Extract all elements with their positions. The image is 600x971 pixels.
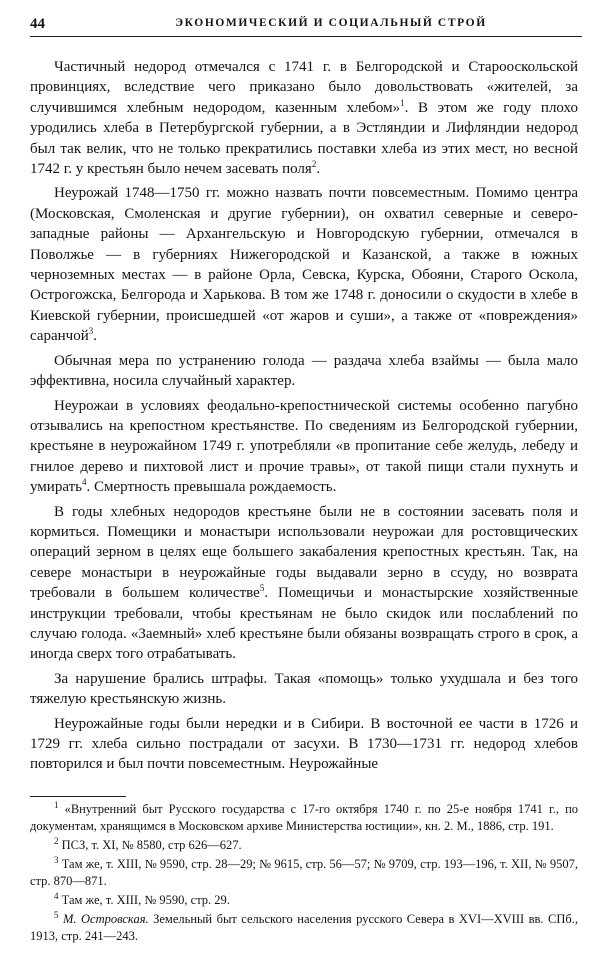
footnote-2: $^2$ ПСЗ, т. XI, № 8580, стр 626—627.: [54, 835, 242, 852]
footnote-5: $^5$ М. Островская. Земельный быт сельского населения русского Севера в XVI—XVIII вв. СПб., 1913, стр. 241—243.: [30, 909, 579, 943]
footnote-4: $^4$ Там же, т. XIII, № 9590, стр. 29.: [54, 890, 230, 907]
footnote-3: $^3$ Там же, т. XIII, № 9590, стр. 28—29; № 9615, стр. 56—57; № 9709, стр. 193—196, т. XII, № 9507, стр. 870—871.: [30, 854, 579, 888]
footnote-ref-4[interactable]: 4: [82, 477, 87, 488]
footnote-ref-3[interactable]: 3: [88, 326, 94, 337]
footnote-ref-5[interactable]: 5: [259, 583, 265, 594]
paragraph-7: Неурожайные годы были нередки и в Сибири. В восточной ее части в 1726 и 1729 гг. хлеба сильно пострадали от засухи. В 1730—1731 гг. недород хлебов повторился и был почти повсеместным. Неурожайные: [30, 715, 578, 773]
paragraph-6: За нарушение брались штрафы. Такая «помощь» только ухудшала и без того тяжелую крестьянскую жизнь.: [30, 670, 578, 708]
footnote-1: $^1$ «Внутренний быт Русского государства с 17-го октября 1740 г. по 25-е ноября 1741 г., по документам, хранящимся в Московском архиве Министерства юстиции», кн. 2. М., 1886, стр. 191.: [30, 799, 579, 833]
page-number: 44: [30, 16, 45, 32]
paragraph-5: В годы хлебных недородов крестьяне были не в состоянии засевать поля и кормиться. Помещики и монастыри использовали неурожаи для ростовщических операций зерном в целях еще большего закабаления крепостных крестьян. Так, на севере монастыри в неурожайные годы выдавали зерно в ссуду, но возврата требовали в большем количестве$^5$. Помещичьи и монастырские хозяйственные инструкции требовали, чтобы крестьянам не было скидок или послаблений по случаю голода. «Заемный» хлеб крестьяне были обязаны возвращать строго в срок, а иногда сверх того отрабатывать.: [30, 503, 578, 663]
page-header: [30, 14, 582, 37]
paragraph-3: Обычная мера по устранению голода — раздача хлеба взаймы — была мало эффективна, носила случайный характер.: [30, 352, 578, 390]
paragraph-2: Неурожай 1748—1750 гг. можно назвать почти повсеместным. Помимо центра (Московская, Смоленская и другие губернии), он охватил северные и северо-западные районы — Архангельскую и Новгородскую губернии, отмечался в Поволжье — в губерниях Нижегородской и Казанской, а также в южных черноземных местах — в районе Орла, Севска, Курска, Обояни, Старого Оскола, Острогожска, Белгорода и Харькова. В том же 1748 г. доносили о скудости в хлебе в Киевской губернии, происшедшей «от жаров и суши», а также от «повреждения» саранчой$^3$.: [30, 185, 578, 345]
paragraph-1: Частичный недород отмечался с 1741 г. в Белгородской и Старооскольской провинциях, вследствие чего приказано было довольствовать «жителей, за случившимся хлебным недородом, казенным хлебом»$^1$. В этом же году плохо уродились хлеба в Петербургской губернии, а в Эстляндии и Лифляндии недород был так велик, что не только прекратились поставки хлеба из этих мест, но весной 1742 г. у крестьян было нечем засевать поля$^2$.: [30, 59, 578, 178]
main-text: [30, 57, 578, 779]
running-title: ЭКОНОМИЧЕСКИЙ И СОЦИАЛЬНЫЙ СТРОЙ: [175, 17, 487, 29]
footnote-divider: [30, 796, 126, 797]
footnote-ref-1[interactable]: 1: [400, 97, 405, 108]
footnote-ref-2[interactable]: 2: [311, 159, 317, 170]
footnotes: [30, 801, 578, 947]
paragraph-4: Неурожаи в условиях феодально-крепостнической системы особенно пагубно отзывались на крепостном крестьянстве. По сведениям из Белгородской губернии, крестьяне в неурожайном 1749 г. употребляли «в пропитание себе желудь, лебеду и гнилое дерево и пихтовой лист и прочие травы», от такой пищи стали пухнуть и умирать$^4$. Смертность превышала рождаемость.: [30, 397, 578, 496]
footnote-author: М. Островская.: [62, 912, 149, 926]
